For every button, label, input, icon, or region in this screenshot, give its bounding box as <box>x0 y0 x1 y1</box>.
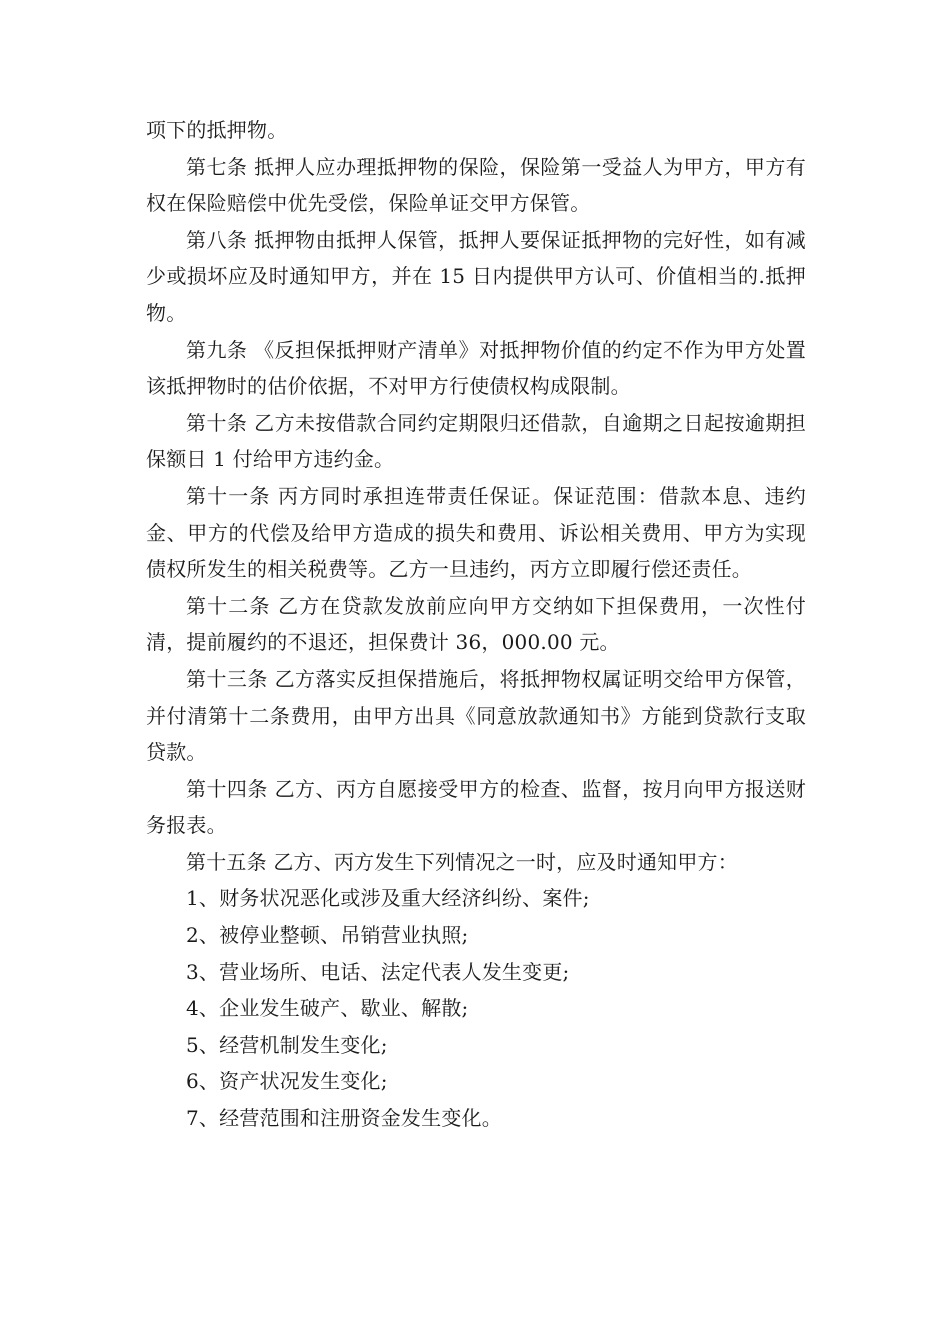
list-item: 5、经营机制发生变化; <box>186 1032 388 1057</box>
list-item: 3、营业场所、电话、法定代表人发生变更; <box>186 959 570 984</box>
paragraph-article-7: 第七条 抵押人应办理抵押物的保险，保险第一受益人为甲方，甲方有权在保险赔偿中优先受偿，保险单证交甲方保管。 <box>146 154 806 216</box>
paragraph-article-13: 第十三条 乙方落实反担保措施后，将抵押物权属证明交给甲方保管，并付清第十二条费用，由甲方出具《同意放款通知书》方能到贷款行支取贷款。 <box>146 666 806 765</box>
paragraph-article-12: 第十二条 乙方在贷款发放前应向甲方交纳如下担保费用，一次性付清，提前履约的不退还，担保费计 36，000.00 元。 <box>146 593 806 655</box>
paragraph-article-8: 第八条 抵押物由抵押人保管，抵押人要保证抵押物的完好性，如有减少或损坏应及时通知甲方，并在 15 日内提供甲方认可、价值相当的.抵押物。 <box>146 227 806 325</box>
paragraph-article-10: 第十条 乙方未按借款合同约定期限归还借款，自逾期之日起按逾期担保额日 1 付给甲方违约金。 <box>146 410 806 472</box>
condition-list <box>146 880 806 1136</box>
list-item: 4、企业发生破产、歇业、解散; <box>186 996 469 1021</box>
paragraph-article-11: 第十一条 丙方同时承担连带责任保证。保证范围：借款本息、违约金、甲方的代偿及给甲方造成的损失和费用、诉讼相关费用、甲方为实现债权所发生的相关税费等。乙方一旦违约，丙方立即履行偿还责任。 <box>146 483 806 582</box>
document-page <box>146 112 806 1137</box>
paragraph-continuation: 项下的抵押物。 <box>146 118 288 142</box>
paragraph-article-15: 第十五条 乙方、丙方发生下列情况之一时，应及时通知甲方： <box>186 849 738 874</box>
list-item: 6、资产状况发生变化; <box>186 1069 388 1094</box>
list-item: 2、被停业整顿、吊销营业执照; <box>186 923 469 948</box>
list-item: 7、经营范围和注册资金发生变化。 <box>186 1106 502 1131</box>
list-item: 1、财务状况恶化或涉及重大经济纠纷、案件; <box>186 886 590 911</box>
paragraph-article-9: 第九条 《反担保抵押财产清单》对抵押物价值的约定不作为甲方处置该抵押物时的估价依据，不对甲方行使债权构成限制。 <box>146 337 806 399</box>
paragraph-article-14: 第十四条 乙方、丙方自愿接受甲方的检查、监督，按月向甲方报送财务报表。 <box>146 776 806 838</box>
